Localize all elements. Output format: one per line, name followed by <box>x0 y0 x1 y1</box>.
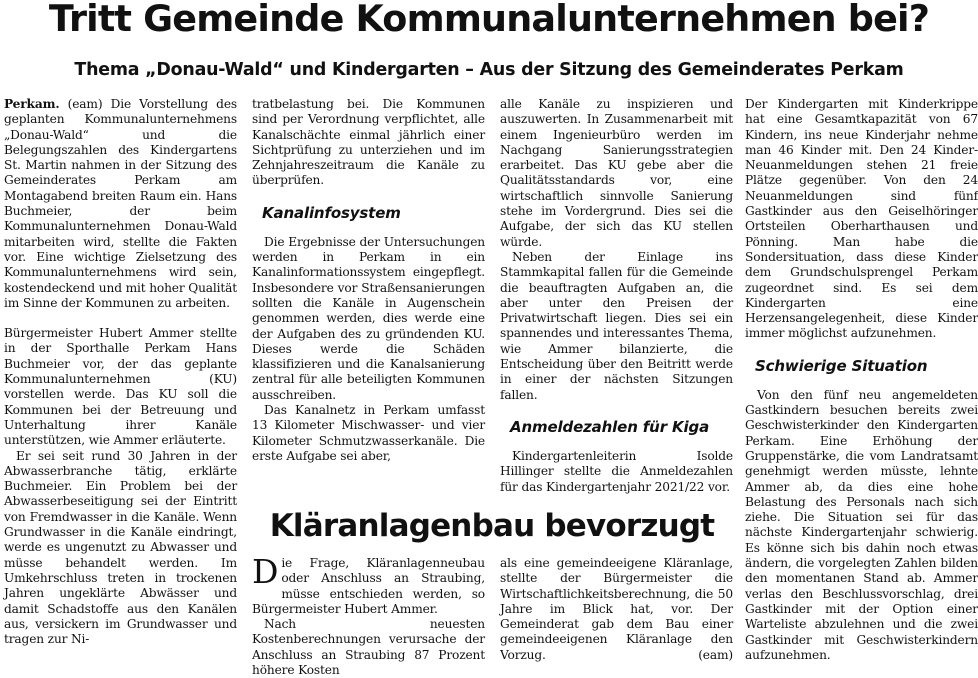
column-2 <box>252 97 485 464</box>
paragraph <box>252 552 485 617</box>
paragraph: Nach neuesten Kostenberechnungen verursache der Anschluss an Straubing 87 Prozent höhere Kosten <box>252 617 485 678</box>
dateline: Perkam. <box>4 97 60 111</box>
paragraph: als eine gemeindeeigene Kläranlage, stellte der Bürgermeister die Wirtschaftlichkeitsberechnung, die 50 Jahre im Blick hat, vor. Der Gemeinderat gab dem Bau einer gemeindeeigenen Kläranlage den Vorzug. (eam) <box>500 556 733 662</box>
column-1 <box>4 97 237 647</box>
paragraph: Kindergartenleiterin Isolde Hillinger stellte die Anmeldezahlen für das Kindergartenjahr 2021/22 vor. <box>500 448 733 494</box>
paragraph: Er sei seit rund 30 Jahren in der Abwasserbranche tätig, erklärte Buchmeier. Ein Problem bei der Abwasserbeseitigung sei der Eintritt von Fremdwasser in die Kanäle. Wenn Grundwasser in die Kanäle eindringt, werde es ungenutzt zu Abwasser und müsse behandelt werden. Im Umkehrschluss treten in trockenen Jahren ungeklärte Abwässer und damit Schadstoffe aus den Kanälen aus, versickern im Grundwasser und tragen zur Ni- <box>4 448 237 647</box>
drop-cap: D <box>252 552 279 591</box>
paragraph: Von den fünf neu angemeldeten Gastkindern besuchen bereits zwei Geschwisterkinder den Kindergarten Perkam. Eine Erhöhung der Gruppenstärke, die vom Landratsamt genehmigt werden müsste, lehnte Ammer ab, da dies eine hohe Belastung des Personals nach sich ziehe. Die Situation sei für das nächste Kindergartenjahr schwierig. Es könne sich bis dahin noch etwas ändern, die vorgelegten Zahlen bilden den momentanen Stand ab. Ammer verlas den Beschlussvorschlag, drei Gastkinder mit der Option einer Warteliste abzulehnen und die zwei Gastkinder mit Geschwisterkindern aufzunehmen. <box>745 387 978 662</box>
subheading-anmeldezahlen: Anmeldezahlen für Kiga <box>510 417 710 436</box>
subheading-schwierige-situation: Schwierige Situation <box>755 356 928 375</box>
article-subtitle: Thema „Donau-Wald“ und Kindergarten – Aus der Sitzung des Gemeinderates Perkam <box>74 60 904 80</box>
paragraph: Das Kanalnetz in Perkam umfasst 13 Kilometer Mischwasser- und vier Kilometer Schmutzwasserkanäle. Die erste Aufgabe sei aber, <box>252 403 485 463</box>
column-3-lower <box>500 556 733 678</box>
column-2-lower <box>252 552 485 678</box>
intro-text: ie Frage, Kläranlagenneubau oder Anschluss an Straubing, müsse entschieden werden, so Bürgermeister Hubert Ammer. <box>252 556 485 616</box>
paragraph: alle Kanäle zu inspizieren und auszuwerten. In Zusammenarbeit mit einem Ingenieurbüro werden im Nachgang Sanierungsstrategien erarbeitet. Das KU gebe aber die Qualitätsstandards vor, eine wirtschaftlich sinnvolle Sanierung stehe im Vordergrund. Dies sei die Aufgabe, der sich das KU stellen würde. <box>500 97 733 249</box>
lead-text: (eam) Die Vorstellung des geplanten Kommunalunternehmens „Donau-Wald“ und die Belegungszahlen des Kindergartens St. Martin nahmen in der Sitzung des Gemeinderates Perkam am Montagabend breiten Raum ein. Hans Buchmeier, der beim Kommunalunternehmen Donau-Wald mitarbeiten wird, stellte die Fakten vor. Eine wichtige Zielsetzung des Kommunalunternehmens wird sein, kostendeckend und mit hoher Qualität im Sinne der Kommunen zu arbeiten. <box>4 97 238 310</box>
column-4 <box>745 97 978 663</box>
author-signature: (eam) <box>698 647 733 662</box>
column-3 <box>500 97 733 495</box>
lead-paragraph <box>4 97 237 311</box>
paragraph: Neben der Einlage ins Stammkapital fallen für die Gemeinde die beauftragten Aufgaben an, die aber unter den Preisen der Privatwirtschaft liegen. Dies sei ein spannendes und interessantes Thema, wie Ammer bilanzierte, die Entscheidung über den Beitritt werde in einer der nächsten Sitzungen fallen. <box>500 249 733 402</box>
paragraph: Bürgermeister Hubert Ammer stellte in der Sporthalle Perkam Hans Buchmeier vor, der das geplante Kommunalunternehmen (KU) vorstellen werde. Das KU soll die Kommunen bei der Betreuung und Unterhaltung ihrer Kanäle unterstützen, wie Ammer erläuterte. <box>4 326 237 448</box>
subheading-kanalinfosystem: Kanalinfosystem <box>262 203 401 222</box>
paragraph: tratbelastung bei. Die Kommunen sind per Verordnung verpflichtet, alle Kanalschächte einmal jährlich einer Sichtprüfung zu unterziehen und im Zehnjahreszeitraum die Kanäle zu überprüfen. <box>252 97 485 188</box>
paragraph: Der Kindergarten mit Kinderkrippe hat eine Gesamtkapazität von 67 Kindern, ins neue Kinderjahr nehme man 46 Kinder mit. Den 24 Kinder-Neuanmeldungen stehen 21 freie Plätze gegenüber. Von den 24 Neuanmeldungen sind fünf Gastkinder aus den Geiselhöringer Ortsteilen Oberharthausen und Pönning. Man habe die Sondersituation, dass diese Kinder dem Grundschulsprengel Perkam zugeordnet sind. Es sei dem Kindergarten eine Herzensangelegenheit, diese Kinder immer möglichst aufzunehmen. <box>745 97 978 341</box>
article-title: Tritt Gemeinde Kommunalunternehmen bei? <box>48 0 930 40</box>
second-article-headline: Kläranlagenbau bevorzugt <box>269 508 715 544</box>
paragraph: Die Ergebnisse der Untersuchungen werden in Perkam in ein Kanalinformationssystem eingepflegt. Insbesondere vor Straßensanierungen sollten die Kanäle in Augenschein genommen werden, dies werde eine der Aufgaben des zu gründenden KU. Dieses werde die Schäden klassifizieren und die Kanalsanierung zentral für alle beteiligten Kommunen ausschreiben. <box>252 234 485 402</box>
